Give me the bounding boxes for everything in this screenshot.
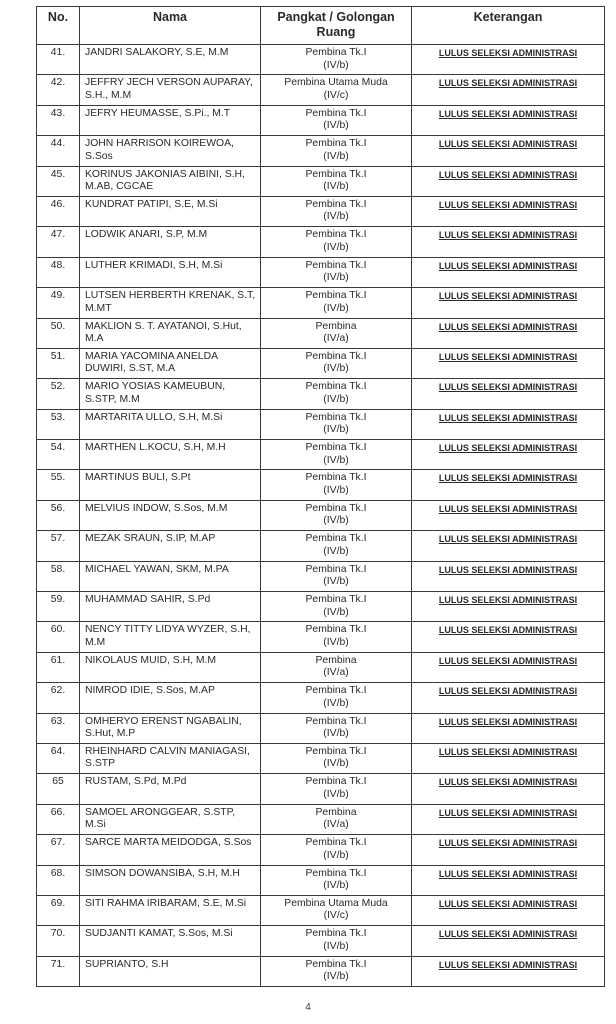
row-pangkat-golongan [261,196,412,226]
table-row [37,683,605,713]
status-text: LULUS SELEKSI ADMINISTRASI [438,108,578,119]
row-golongan: (IV/b) [323,150,349,162]
row-golongan: (IV/b) [323,272,349,284]
table-row [37,926,605,956]
row-golongan: (IV/b) [323,576,349,588]
row-name: NENCY TITTY LIDYA WYZER, S.H, M.M [80,622,261,652]
row-name: MARTHEN L.KOCU, S.H, M.H [80,440,261,470]
table-row [37,531,605,561]
row-pangkat: Pembina Tk.I [305,198,367,210]
row-keterangan [412,561,605,591]
row-keterangan [412,45,605,75]
row-golongan: (IV/b) [323,697,349,709]
row-pangkat: Pembina Tk.I [305,107,367,119]
row-golongan: (IV/b) [323,606,349,618]
row-keterangan [412,166,605,196]
row-name: MICHAEL YAWAN, SKM, M.PA [80,561,261,591]
row-golongan: (IV/c) [323,89,349,101]
row-number: 66. [37,804,80,834]
row-number: 70. [37,926,80,956]
row-pangkat: Pembina Tk.I [305,867,367,879]
row-pangkat-golongan [261,895,412,925]
row-number: 63. [37,713,80,743]
row-pangkat-golongan [261,348,412,378]
row-keterangan [412,318,605,348]
status-text: LULUS SELEKSI ADMINISTRASI [438,686,578,697]
status-text: LULUS SELEKSI ADMINISTRASI [438,898,578,909]
row-name: NIMROD IDIE, S.Sos, M.AP [80,683,261,713]
table-row [37,440,605,470]
row-golongan: (IV/b) [323,545,349,557]
row-keterangan [412,743,605,773]
row-name: JOHN HARRISON KOIREWOA, S.Sos [80,136,261,166]
status-text: LULUS SELEKSI ADMINISTRASI [438,382,578,393]
row-number: 56. [37,500,80,530]
status-text: LULUS SELEKSI ADMINISTRASI [438,959,578,970]
row-pangkat-golongan [261,804,412,834]
row-name: JANDRI SALAKORY, S.E, M.M [80,45,261,75]
status-text: LULUS SELEKSI ADMINISTRASI [438,260,578,271]
row-number: 42. [37,75,80,105]
row-keterangan [412,926,605,956]
row-keterangan [412,440,605,470]
row-golongan: (IV/b) [323,363,349,375]
row-number: 53. [37,409,80,439]
row-golongan: (IV/b) [323,788,349,800]
status-text: LULUS SELEKSI ADMINISTRASI [438,746,578,757]
row-number: 50. [37,318,80,348]
status-text: LULUS SELEKSI ADMINISTRASI [438,351,578,362]
row-pangkat: Pembina Tk.I [305,533,367,545]
row-number: 46. [37,196,80,226]
row-golongan: (IV/b) [323,940,349,952]
row-keterangan [412,136,605,166]
row-keterangan [412,531,605,561]
row-pangkat-golongan [261,75,412,105]
row-number: 43. [37,105,80,135]
row-pangkat-golongan [261,622,412,652]
row-golongan: (IV/b) [323,241,349,253]
results-table [36,6,605,987]
row-number: 58. [37,561,80,591]
row-number: 67. [37,835,80,865]
table-row [37,227,605,257]
status-text: LULUS SELEKSI ADMINISTRASI [438,321,578,332]
row-pangkat-golongan [261,288,412,318]
row-golongan: (IV/b) [323,59,349,71]
header-pangkat-golongan: Pangkat / Golongan Ruang [261,7,412,45]
row-pangkat-golongan [261,166,412,196]
table-row [37,318,605,348]
row-golongan: (IV/b) [323,302,349,314]
row-pangkat: Pembina Tk.I [305,381,367,393]
row-name: KUNDRAT PATIPI, S.E, M.Si [80,196,261,226]
status-text: LULUS SELEKSI ADMINISTRASI [438,169,578,180]
row-name: MARTARITA ULLO, S.H, M.Si [80,409,261,439]
row-golongan: (IV/b) [323,484,349,496]
table-row [37,379,605,409]
row-pangkat: Pembina Tk.I [305,229,367,241]
row-golongan: (IV/b) [323,728,349,740]
row-golongan: (IV/b) [323,454,349,466]
status-text: LULUS SELEKSI ADMINISTRASI [438,291,578,302]
row-keterangan [412,592,605,622]
status-text: LULUS SELEKSI ADMINISTRASI [438,595,578,606]
row-golongan: (IV/b) [323,636,349,648]
header-keterangan: Keterangan [412,7,605,45]
row-number: 47. [37,227,80,257]
row-keterangan [412,105,605,135]
table-row [37,348,605,378]
row-number: 71. [37,956,80,986]
status-text: LULUS SELEKSI ADMINISTRASI [438,139,578,150]
row-pangkat: Pembina Tk.I [305,776,367,788]
status-text: LULUS SELEKSI ADMINISTRASI [438,868,578,879]
row-pangkat: Pembina Tk.I [305,472,367,484]
status-text: LULUS SELEKSI ADMINISTRASI [438,534,578,545]
row-name: MAKLION S. T. AYATANOI, S.Hut, M.A [80,318,261,348]
row-pangkat: Pembina [315,654,357,666]
row-number: 52. [37,379,80,409]
row-golongan: (IV/c) [323,910,349,922]
table-row [37,835,605,865]
status-text: LULUS SELEKSI ADMINISTRASI [438,838,578,849]
row-keterangan [412,956,605,986]
row-pangkat: Pembina Tk.I [305,138,367,150]
row-pangkat: Pembina Tk.I [305,624,367,636]
row-keterangan [412,774,605,804]
table-row [37,622,605,652]
row-golongan: (IV/a) [323,333,349,345]
table-row [37,196,605,226]
row-keterangan [412,835,605,865]
row-pangkat: Pembina Tk.I [305,411,367,423]
row-number: 54. [37,440,80,470]
row-name: SIMSON DOWANSIBA, S.H, M.H [80,865,261,895]
status-text: LULUS SELEKSI ADMINISTRASI [438,929,578,940]
row-pangkat-golongan [261,257,412,287]
row-name: MARIO YOSIAS KAMEUBUN, S.STP, M.M [80,379,261,409]
table-row [37,865,605,895]
row-pangkat: Pembina Tk.I [305,168,367,180]
row-number: 60. [37,622,80,652]
row-number: 49. [37,288,80,318]
row-golongan: (IV/b) [323,181,349,193]
header-no: No. [37,7,80,45]
row-pangkat-golongan [261,227,412,257]
row-number: 51. [37,348,80,378]
row-golongan: (IV/b) [323,971,349,983]
row-pangkat: Pembina Utama Muda [284,897,388,909]
row-golongan: (IV/a) [323,667,349,679]
table-row [37,257,605,287]
table-row [37,652,605,682]
row-name: LUTHER KRIMADI, S.H, M.Si [80,257,261,287]
row-golongan: (IV/b) [323,120,349,132]
status-text: LULUS SELEKSI ADMINISTRASI [438,412,578,423]
row-number: 65 [37,774,80,804]
row-keterangan [412,348,605,378]
row-pangkat-golongan [261,470,412,500]
row-name: KORINUS JAKONIAS AIBINI, S.H, M.AB, CGCAE [80,166,261,196]
table-row [37,105,605,135]
row-pangkat-golongan [261,561,412,591]
row-keterangan [412,257,605,287]
row-pangkat: Pembina [315,320,357,332]
row-golongan: (IV/b) [323,758,349,770]
row-name: SAMOEL ARONGGEAR, S.STP, M.Si [80,804,261,834]
row-number: 45. [37,166,80,196]
row-golongan: (IV/a) [323,819,349,831]
table-row [37,166,605,196]
row-pangkat-golongan [261,592,412,622]
row-name: MEZAK SRAUN, S.IP, M.AP [80,531,261,561]
row-pangkat-golongan [261,136,412,166]
row-pangkat: Pembina Tk.I [305,350,367,362]
row-keterangan [412,500,605,530]
status-text: LULUS SELEKSI ADMINISTRASI [438,716,578,727]
table-row [37,136,605,166]
row-number: 68. [37,865,80,895]
row-number: 44. [37,136,80,166]
table-row [37,75,605,105]
table-row [37,804,605,834]
row-pangkat-golongan [261,652,412,682]
row-pangkat: Pembina Tk.I [305,958,367,970]
row-pangkat: Pembina Tk.I [305,745,367,757]
table-row [37,743,605,773]
row-pangkat-golongan [261,956,412,986]
row-golongan: (IV/b) [323,880,349,892]
row-pangkat-golongan [261,774,412,804]
status-text: LULUS SELEKSI ADMINISTRASI [438,230,578,241]
row-number: 48. [37,257,80,287]
table-row [37,774,605,804]
row-pangkat: Pembina Tk.I [305,715,367,727]
row-keterangan [412,227,605,257]
table-row [37,45,605,75]
status-text: LULUS SELEKSI ADMINISTRASI [438,443,578,454]
row-name: SUPRIANTO, S.H [80,956,261,986]
row-pangkat: Pembina [315,806,357,818]
row-name: MUHAMMAD SAHIR, S.Pd [80,592,261,622]
row-name: MARIA YACOMINA ANELDA DUWIRI, S.ST, M.A [80,348,261,378]
row-pangkat-golongan [261,318,412,348]
row-pangkat-golongan [261,926,412,956]
table-row [37,895,605,925]
status-text: LULUS SELEKSI ADMINISTRASI [438,777,578,788]
row-pangkat-golongan [261,713,412,743]
row-pangkat: Pembina Tk.I [305,685,367,697]
row-keterangan [412,622,605,652]
row-pangkat-golongan [261,45,412,75]
row-pangkat-golongan [261,683,412,713]
row-pangkat-golongan [261,409,412,439]
row-golongan: (IV/b) [323,393,349,405]
status-text: LULUS SELEKSI ADMINISTRASI [438,625,578,636]
page-number: 4 [305,1002,311,1013]
table-row [37,956,605,986]
status-text: LULUS SELEKSI ADMINISTRASI [438,48,578,58]
table-row [37,592,605,622]
row-name: JEFRY HEUMASSE, S.Pi., M.T [80,105,261,135]
row-golongan: (IV/b) [323,211,349,223]
row-pangkat-golongan [261,531,412,561]
status-text: LULUS SELEKSI ADMINISTRASI [438,78,578,89]
row-golongan: (IV/b) [323,424,349,436]
row-pangkat: Pembina Tk.I [305,259,367,271]
row-number: 59. [37,592,80,622]
table-row [37,561,605,591]
row-name: SUDJANTI KAMAT, S.Sos, M.Si [80,926,261,956]
row-keterangan [412,804,605,834]
row-pangkat: Pembina Tk.I [305,563,367,575]
row-pangkat: Pembina Utama Muda [284,77,388,89]
status-text: LULUS SELEKSI ADMINISTRASI [438,199,578,210]
row-golongan: (IV/b) [323,515,349,527]
row-pangkat: Pembina Tk.I [305,442,367,454]
row-name: SARCE MARTA MEIDODGA, S.Sos [80,835,261,865]
status-text: LULUS SELEKSI ADMINISTRASI [438,503,578,514]
row-pangkat: Pembina Tk.I [305,594,367,606]
table-row [37,500,605,530]
row-number: 69. [37,895,80,925]
table-row [37,409,605,439]
row-keterangan [412,288,605,318]
table-row [37,288,605,318]
row-pangkat: Pembina Tk.I [305,837,367,849]
row-keterangan [412,865,605,895]
status-text: LULUS SELEKSI ADMINISTRASI [438,473,578,484]
row-keterangan [412,409,605,439]
row-number: 62. [37,683,80,713]
row-pangkat: Pembina Tk.I [305,290,367,302]
row-name: MARTINUS BULI, S.Pt [80,470,261,500]
row-number: 61. [37,652,80,682]
row-name: OMHERYO ERENST NGABALIN, S.Hut, M.P [80,713,261,743]
row-keterangan [412,652,605,682]
row-number: 57. [37,531,80,561]
row-number: 64. [37,743,80,773]
row-pangkat-golongan [261,440,412,470]
table-row [37,713,605,743]
row-pangkat: Pembina Tk.I [305,928,367,940]
status-text: LULUS SELEKSI ADMINISTRASI [438,655,578,666]
table-row [37,470,605,500]
row-keterangan [412,75,605,105]
row-keterangan [412,196,605,226]
row-number: 41. [37,45,80,75]
row-pangkat-golongan [261,865,412,895]
row-pangkat-golongan [261,743,412,773]
row-pangkat-golongan [261,105,412,135]
row-name: LUTSEN HERBERTH KRENAK, S.T, M.MT [80,288,261,318]
header-nama: Nama [80,7,261,45]
row-pangkat-golongan [261,835,412,865]
row-pangkat-golongan [261,500,412,530]
status-text: LULUS SELEKSI ADMINISTRASI [438,564,578,575]
status-text: LULUS SELEKSI ADMINISTRASI [438,807,578,818]
row-keterangan [412,683,605,713]
row-golongan: (IV/b) [323,849,349,861]
row-pangkat: Pembina Tk.I [305,47,367,58]
row-name: MELVIUS INDOW, S.Sos, M.M [80,500,261,530]
row-pangkat-golongan [261,379,412,409]
table-header-row [37,7,605,45]
row-name: SITI RAHMA IRIBARAM, S.E, M.Si [80,895,261,925]
row-pangkat: Pembina Tk.I [305,502,367,514]
row-keterangan [412,379,605,409]
row-keterangan [412,895,605,925]
row-name: RUSTAM, S.Pd, M.Pd [80,774,261,804]
row-name: NIKOLAUS MUID, S.H, M.M [80,652,261,682]
row-number: 55. [37,470,80,500]
row-keterangan [412,470,605,500]
row-name: RHEINHARD CALVIN MANIAGASI, S.STP [80,743,261,773]
row-name: LODWIK ANARI, S.P, M.M [80,227,261,257]
row-name: JEFFRY JECH VERSON AUPARAY, S.H., M.M [80,75,261,105]
row-keterangan [412,713,605,743]
